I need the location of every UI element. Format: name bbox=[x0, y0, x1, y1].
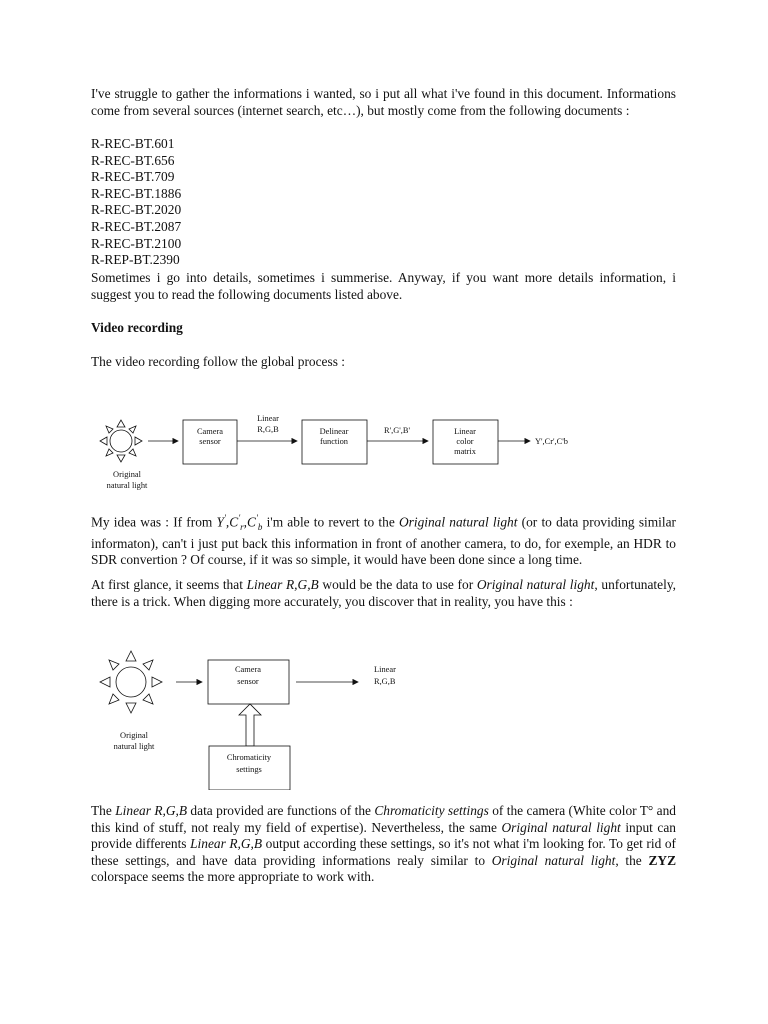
reference-item: R-REC-BT.2087 bbox=[91, 218, 182, 234]
idea-paragraph: My idea was : If from $Y',C'_r,C'_b$ i'm able to revert to the Original natural light (or to data providing similar informaton), can't i just put back this information in front of another camera, to do, for exemple, an HDR to SDR convertion ? Of course, if it was so simple, it would have been done since a long time. bbox=[91, 513, 677, 568]
sun-label-line2: natural light bbox=[106, 481, 148, 490]
sun-label-line1: Original bbox=[113, 470, 141, 479]
box-label: Delinear bbox=[319, 427, 349, 436]
arrow-label: R',G',B' bbox=[384, 426, 410, 435]
output-label: Y',Cr',C'b bbox=[535, 437, 568, 446]
summary-paragraph: Sometimes i go into details, sometimes i summerise. Anyway, if you want more details information, i suggest you to read the following documents listed above. bbox=[91, 270, 676, 302]
reference-item: R-REC-BT.1886 bbox=[91, 185, 182, 201]
block-arrow-up bbox=[239, 704, 261, 746]
reference-item: R-REC-BT.601 bbox=[91, 136, 175, 151]
output-label: Linear bbox=[374, 665, 396, 674]
output-label: R,G,B bbox=[374, 677, 396, 686]
sun-label-line2: natural light bbox=[113, 742, 155, 751]
reference-item: R-REC-BT.2020 bbox=[91, 202, 182, 218]
arrow-label: Linear bbox=[257, 414, 279, 423]
sun-icon bbox=[100, 420, 142, 462]
arrow-label: R,G,B bbox=[257, 425, 279, 434]
section-heading: Video recording bbox=[91, 320, 183, 335]
box-label: Camera bbox=[234, 665, 262, 674]
reference-list bbox=[91, 136, 676, 269]
box-label: Chromaticity bbox=[226, 753, 272, 762]
box-label: Linear bbox=[454, 427, 476, 436]
box-label: color bbox=[456, 437, 474, 446]
reference-item: R-REC-BT.709 bbox=[91, 169, 175, 185]
box-label: Camera bbox=[196, 427, 224, 436]
box-label: function bbox=[320, 437, 348, 446]
reference-item: R-REC-BT.2100 bbox=[91, 235, 182, 251]
box-label: sensor bbox=[199, 437, 221, 446]
process-diagram bbox=[0, 395, 768, 495]
linear-rgb-paragraph: The Linear R,G,B data provided are functions of the Chromaticity settings of the camera (White color T° and this kind of stuff, not realy my field of expertise). Nevertheless, the same Original natural light input can provide differents Linear R,G,B output according these settings, so it's not what i'm looking for. To get rid of these settings, and have data providing informations realy similar to Original natural light, the ZYZ colorspace seems the more appropriate to work with. bbox=[91, 803, 677, 885]
sun-icon bbox=[100, 651, 162, 713]
sun-label-line1: Original bbox=[120, 731, 148, 740]
reference-item: R-REP-BT.2390 bbox=[91, 252, 180, 268]
box-label: matrix bbox=[454, 447, 476, 456]
reference-item: R-REC-BT.656 bbox=[91, 152, 175, 168]
box-label: sensor bbox=[237, 677, 259, 686]
process-intro-text: The video recording follow the global process : bbox=[91, 354, 345, 369]
box-label: settings bbox=[236, 765, 262, 774]
intro-paragraph: I've struggle to gather the informations i wanted, so i put all what i've found in this document. Informations come from several sources (internet search, etc…), but mostly come from the following documents : bbox=[91, 86, 676, 118]
first-glance-paragraph: At first glance, it seems that Linear R,G,B would be the data to use for Original natural light, unfortunately, there is a trick. When digging more accurately, you discover that in reality, you have this : bbox=[91, 577, 676, 609]
chromaticity-diagram bbox=[0, 640, 768, 790]
